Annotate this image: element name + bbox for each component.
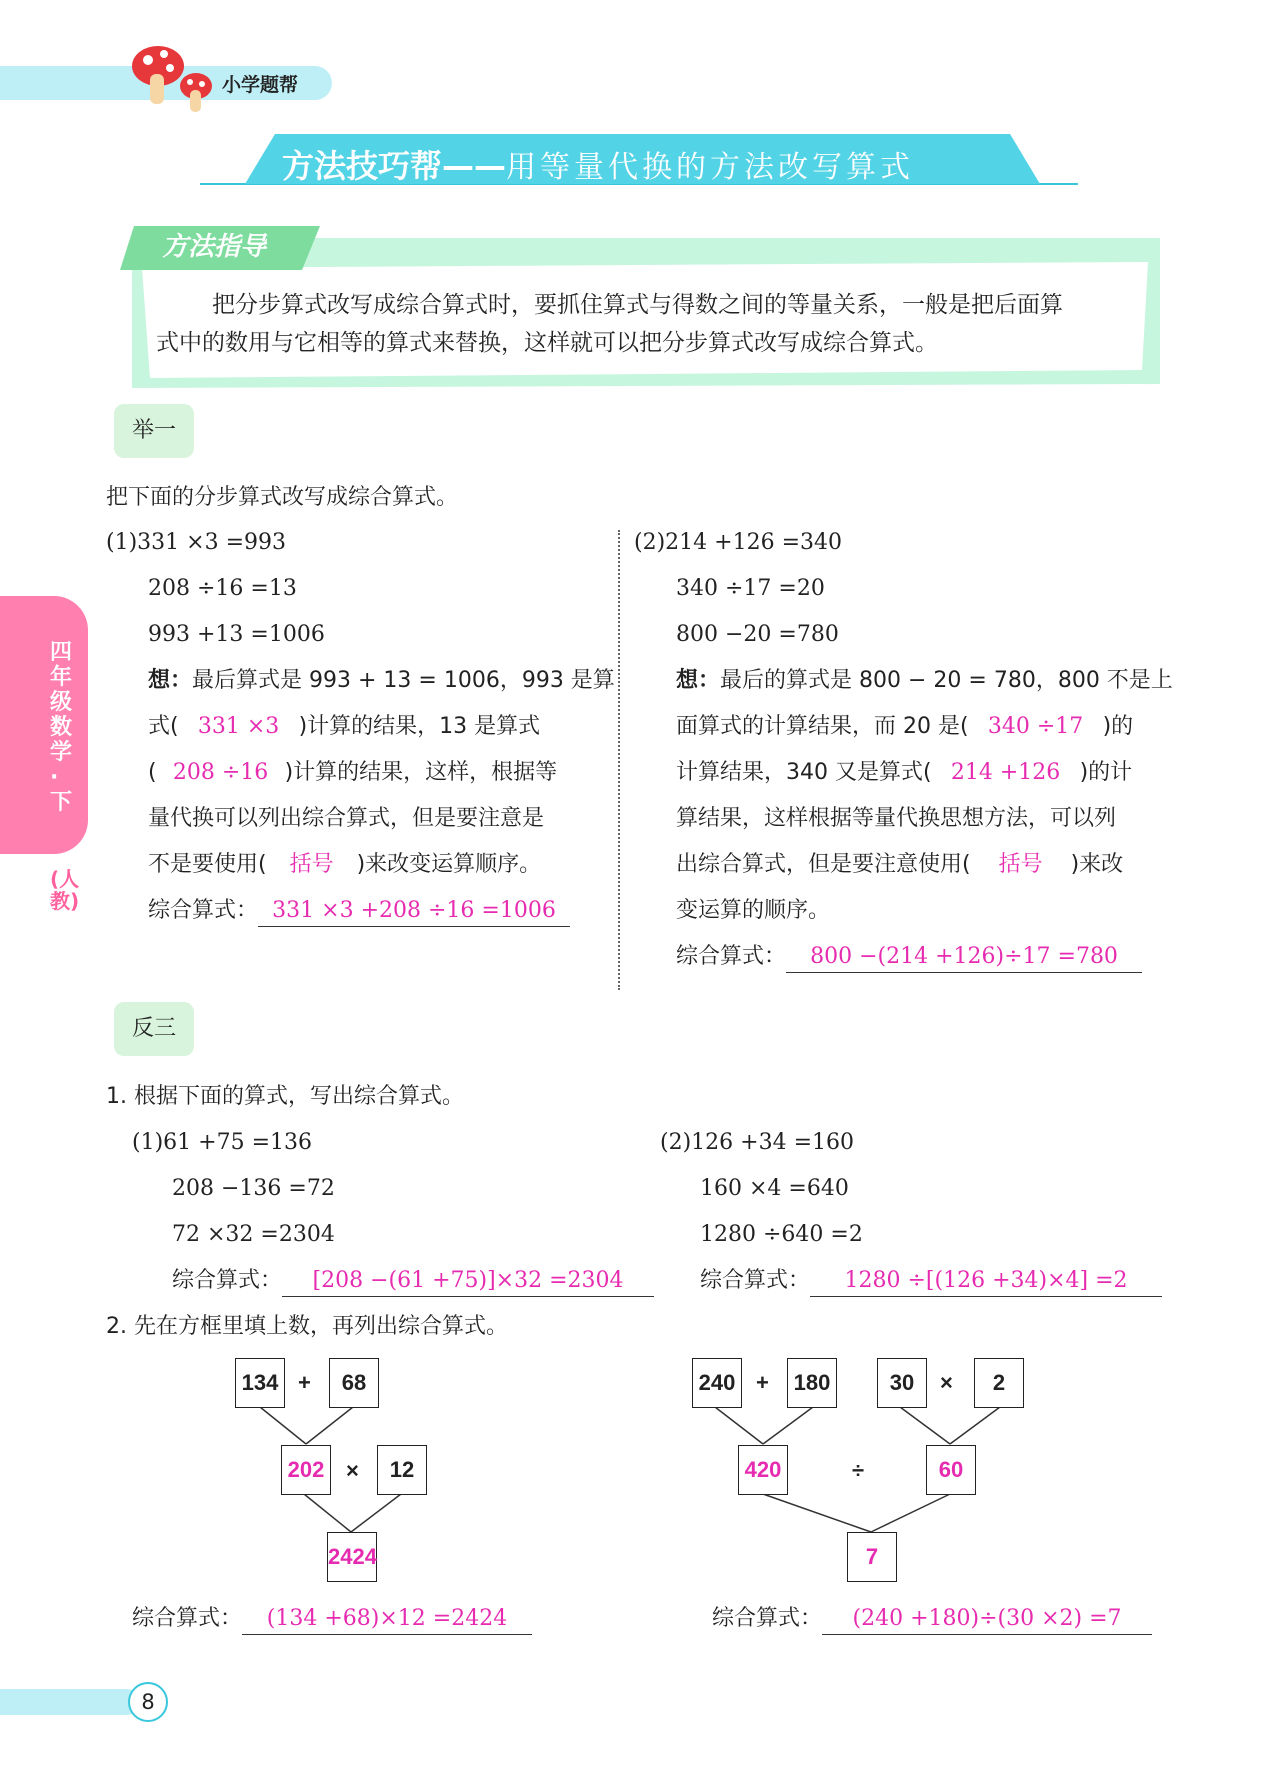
side-tab-edition: (人教) bbox=[50, 867, 80, 913]
left-think-text-2a: 式( bbox=[148, 714, 179, 739]
q1-left-step-1: (1)61 +75 =136 bbox=[132, 1130, 312, 1155]
page-number: 8 bbox=[128, 1682, 168, 1722]
q1-right-result: 1280 ÷[(126 +34)×4] =2 bbox=[810, 1266, 1162, 1297]
right-answer-1: 340 ÷17 bbox=[987, 714, 1084, 739]
right-think-text-3b: )的计 bbox=[1079, 760, 1133, 785]
q2-right-result-label: 综合算式： bbox=[712, 1606, 823, 1631]
left-step-1: (1)331 ×3 =993 bbox=[106, 530, 286, 555]
right-think-text-3a: 计算结果，340 又是算式( bbox=[676, 760, 932, 785]
right-step-1: (2)214 +126 =340 bbox=[634, 530, 842, 555]
q1-right-result-label: 综合算式： bbox=[700, 1268, 811, 1293]
right-think-6: 变运算的顺序。 bbox=[676, 898, 831, 923]
think-label-right: 想： bbox=[676, 668, 721, 693]
brand-label: 小学题帮 bbox=[222, 74, 299, 96]
tree1-box-a: 134 bbox=[235, 1358, 285, 1408]
banner-subtitle: 用等量代换的方法改写算式 bbox=[506, 150, 915, 185]
tree1-box-b: 68 bbox=[329, 1358, 379, 1408]
banner-main-title: 方法技巧帮 bbox=[282, 147, 443, 185]
guide-line-2: 式中的数用与它相等的算式来替换，这样就可以把分步算式改写成综合算式。 bbox=[156, 330, 938, 356]
left-think-text-1: 最后算式是 993 + 13 = 1006，993 是算 bbox=[192, 668, 615, 693]
left-think-text-3a: ( bbox=[148, 760, 157, 785]
tree2-op-plus: + bbox=[756, 1370, 769, 1395]
side-tab-grade: 四年级数学·下 bbox=[50, 640, 73, 815]
left-answer-3: 括号 bbox=[289, 852, 334, 877]
tree1-op-plus: + bbox=[298, 1370, 311, 1395]
right-think-text-2a: 面算式的计算结果，而 20 是( bbox=[676, 714, 969, 739]
tree2-op-divide: ÷ bbox=[852, 1458, 865, 1483]
tree2-box-c: 30 bbox=[877, 1358, 927, 1408]
tree2-box-d: 2 bbox=[974, 1358, 1024, 1408]
tree1-box-c[interactable]: 202 bbox=[281, 1445, 331, 1495]
q2-left-result: (134 +68)×12 =2424 bbox=[242, 1604, 532, 1635]
left-think-text-3b: )计算的结果，这样，根据等 bbox=[284, 760, 558, 785]
q1-left-step-3: 72 ×32 =2304 bbox=[172, 1222, 335, 1247]
q2-left-result-row bbox=[132, 1604, 532, 1635]
q2-right-result: (240 +180)÷(30 ×2) =7 bbox=[822, 1604, 1152, 1635]
right-think-text-1: 最后的算式是 800 − 20 = 780，800 不是上 bbox=[720, 668, 1173, 693]
right-think-text-2b: )的 bbox=[1102, 714, 1134, 739]
right-think-4: 算结果，这样根据等量代换思想方法，可以列 bbox=[676, 806, 1117, 831]
tree2-box-e[interactable]: 420 bbox=[738, 1445, 788, 1495]
tree1-op-times: × bbox=[346, 1458, 359, 1483]
q1-left-result-label: 综合算式： bbox=[172, 1268, 283, 1293]
think-label: 想： bbox=[148, 668, 193, 693]
guide-line-1: 把分步算式改写成综合算式时，要抓住算式与得数之间的等量关系，一般是把后面算 bbox=[212, 292, 1063, 318]
q1-title: 1. 根据下面的算式，写出综合算式。 bbox=[106, 1084, 464, 1109]
left-result-label: 综合算式： bbox=[148, 898, 259, 923]
example-label: 举一 bbox=[114, 404, 194, 458]
practice-label: 反三 bbox=[114, 1002, 194, 1056]
left-result: 331 ×3 +208 ÷16 =1006 bbox=[258, 896, 570, 927]
footer-bar bbox=[0, 1689, 140, 1715]
right-step-3: 800 −20 =780 bbox=[676, 622, 839, 647]
left-step-2: 208 ÷16 =13 bbox=[148, 576, 297, 601]
tree2-box-g[interactable]: 7 bbox=[847, 1532, 897, 1582]
q2-right-result-row bbox=[712, 1604, 1152, 1635]
right-result-label: 综合算式： bbox=[676, 944, 787, 969]
q1-left-step-2: 208 −136 =72 bbox=[172, 1176, 335, 1201]
left-step-3: 993 +13 =1006 bbox=[148, 622, 325, 647]
q1-right-step-1: (2)126 +34 =160 bbox=[660, 1130, 854, 1155]
tree1-box-d: 12 bbox=[377, 1445, 427, 1495]
left-answer-2: 208 ÷16 bbox=[172, 760, 269, 785]
q2-title: 2. 先在方框里填上数，再列出综合算式。 bbox=[106, 1314, 508, 1339]
left-think-text-5b: )来改变运算顺序。 bbox=[356, 852, 542, 877]
right-result: 800 −(214 +126)÷17 =780 bbox=[786, 942, 1142, 973]
tree2-op-times: × bbox=[940, 1370, 953, 1395]
tree2-box-a: 240 bbox=[692, 1358, 742, 1408]
banner-dash: —— bbox=[442, 147, 507, 185]
left-think-text-5a: 不是要使用( bbox=[148, 852, 267, 877]
left-think-text-2b: )计算的结果，13 是算式 bbox=[298, 714, 541, 739]
q1-left-result: [208 −(61 +75)]×32 =2304 bbox=[282, 1266, 654, 1297]
tree2-box-b: 180 bbox=[787, 1358, 837, 1408]
right-think-text-5b: )来改 bbox=[1070, 852, 1124, 877]
guide-tag: 方法指导 bbox=[162, 232, 267, 262]
q1-right-step-3: 1280 ÷640 =2 bbox=[700, 1222, 863, 1247]
right-think-text-5a: 出综合算式，但是要注意使用( bbox=[676, 852, 971, 877]
q2-left-result-label: 综合算式： bbox=[132, 1606, 243, 1631]
example-instruction: 把下面的分步算式改写成综合算式。 bbox=[106, 485, 459, 510]
tree1-box-e[interactable]: 2424 bbox=[327, 1532, 377, 1582]
right-answer-2: 214 +126 bbox=[950, 760, 1061, 785]
left-think-4: 量代换可以列出综合算式，但是要注意是 bbox=[148, 806, 545, 831]
right-answer-3: 括号 bbox=[998, 852, 1043, 877]
tree2-box-f[interactable]: 60 bbox=[926, 1445, 976, 1495]
right-step-2: 340 ÷17 =20 bbox=[676, 576, 825, 601]
left-answer-1: 331 ×3 bbox=[197, 714, 280, 739]
q1-right-step-2: 160 ×4 =640 bbox=[700, 1176, 849, 1201]
